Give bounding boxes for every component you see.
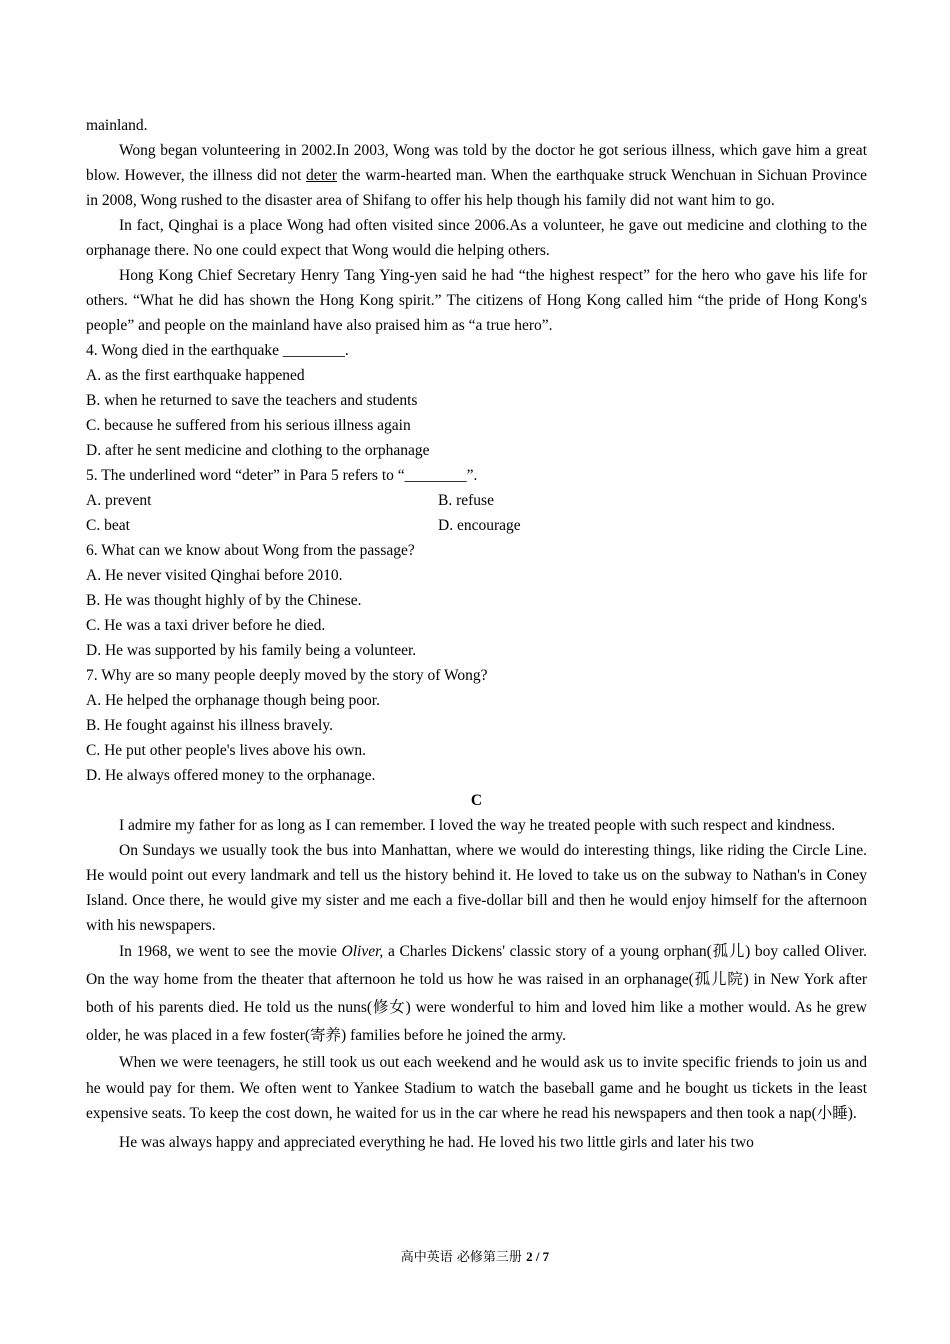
option-b: B. He was thought highly of by the Chinese. [86,592,362,609]
option-a: A. prevent [86,492,152,509]
option-d: D. He was supported by his family being a volunteer. [86,642,417,659]
question-stem: 6. What can we know about Wong from the passage? [86,542,415,559]
section-heading: C [470,792,483,809]
paragraph-happy: He was always happy and appreciated everything he had. He loved his two little girls and later his two [119,1133,754,1151]
text-run: In 1968, we went to see the movie [119,943,342,960]
option-a: A. He helped the orphanage though being poor. [86,692,380,709]
question-6 [86,538,867,663]
question-stem: 5. The underlined word “deter” in Para 5 refers to “________”. [86,467,478,484]
question-stem: 7. Why are so many people deeply moved by the story of Wong? [86,667,488,684]
question-5 [86,463,867,538]
text-run: the warm-hearted man. When the earthquake struck Wenchuan in Sichuan Province in 2008, Wong rushed to the disaster area of Shifang to offer his help though his family did not want him to go. [86,167,868,209]
paragraph-qinghai: In fact, Qinghai is a place Wong had often visited since 2006.As a volunteer, he gave out medicine and clothing to the orphanage there. No one could expect that Wong would die helping others. [86,217,867,259]
options-row [86,488,867,513]
text-run: Wong began volunteering in 2002.In 2003, Wong was told by the doctor he got serious illness, which gave him a great blow. However, the illness did not [86,142,867,184]
paragraph-end: mainland. [86,117,148,134]
option-d: D. after he sent medicine and clothing to the orphanage [86,442,430,459]
option-c: C. He put other people's lives above his own. [86,742,367,759]
footer-label: 高中英语 必修第三册 [400,1250,527,1265]
options-row [86,513,867,538]
text-run: a Charles Dickens' classic story of a young orphan(孤儿) boy called Oliver. On the way home from the theater that afternoon he told us how he was raised in an orphanage(孤儿院) in New York after both of his parents died. He told us the nuns(修女) were wonderful to him and loved him like a mother would. As he grew older, he was placed in a few foster(寄养) families before he joined the army. [86,943,868,1044]
option-a: A. He never visited Qinghai before 2010. [86,567,343,584]
option-d: D. encourage [438,517,521,534]
option-b: B. He fought against his illness bravely. [86,717,333,734]
paragraph-oliver [86,938,867,1050]
question-7 [86,663,867,788]
option-c: C. beat [86,517,130,534]
page-footer [0,1246,950,1265]
document-page [86,113,867,1155]
paragraph-teenagers: When we were teenagers, he still took us out each weekend and he would ask us to invite specific friends to join us and he would pay for them. We often went to Yankee Stadium to watch the baseball game and he bought us tickets in the least expensive seats. To keep the cost down, he waited for us in the car where he read his newspapers and then took a nap(小睡). [86,1054,867,1122]
movie-title: Oliver, [341,943,384,960]
underlined-word: deter [305,167,337,184]
option-c: C. He was a taxi driver before he died. [86,617,326,634]
paragraph-sundays: On Sundays we usually took the bus into Manhattan, where we would do interesting things, like riding the Circle Line. He would point out every landmark and tell us the history behind it. He loved to take us on the subway to Nathan's in Coney Island. Once there, he would give my sister and me each a five-dollar bill and then he would enjoy himself for the afternoon with his newspapers. [86,842,867,934]
option-a: A. as the first earthquake happened [86,367,305,384]
page-number: 2 / 7 [526,1249,550,1264]
option-c: C. because he suffered from his serious illness again [86,417,411,434]
paragraph-admire-father: I admire my father for as long as I can remember. I loved the way he treated people with such respect and kindness. [119,817,836,834]
question-4 [86,338,867,463]
option-b: B. when he returned to save the teachers and students [86,392,418,409]
question-stem: 4. Wong died in the earthquake ________. [86,342,349,359]
paragraph-hong-kong: Hong Kong Chief Secretary Henry Tang Ying-yen said he had “the highest respect” for the hero who gave his life for others. “What he did has shown the Hong Kong spirit.” The citizens of Hong Kong called him “the pride of Hong Kong's people” and people on the mainland have also praised him as “a true hero”. [86,267,867,334]
option-b: B. refuse [438,492,494,509]
option-d: D. He always offered money to the orphanage. [86,767,376,784]
paragraph-wong-volunteering [86,138,867,213]
